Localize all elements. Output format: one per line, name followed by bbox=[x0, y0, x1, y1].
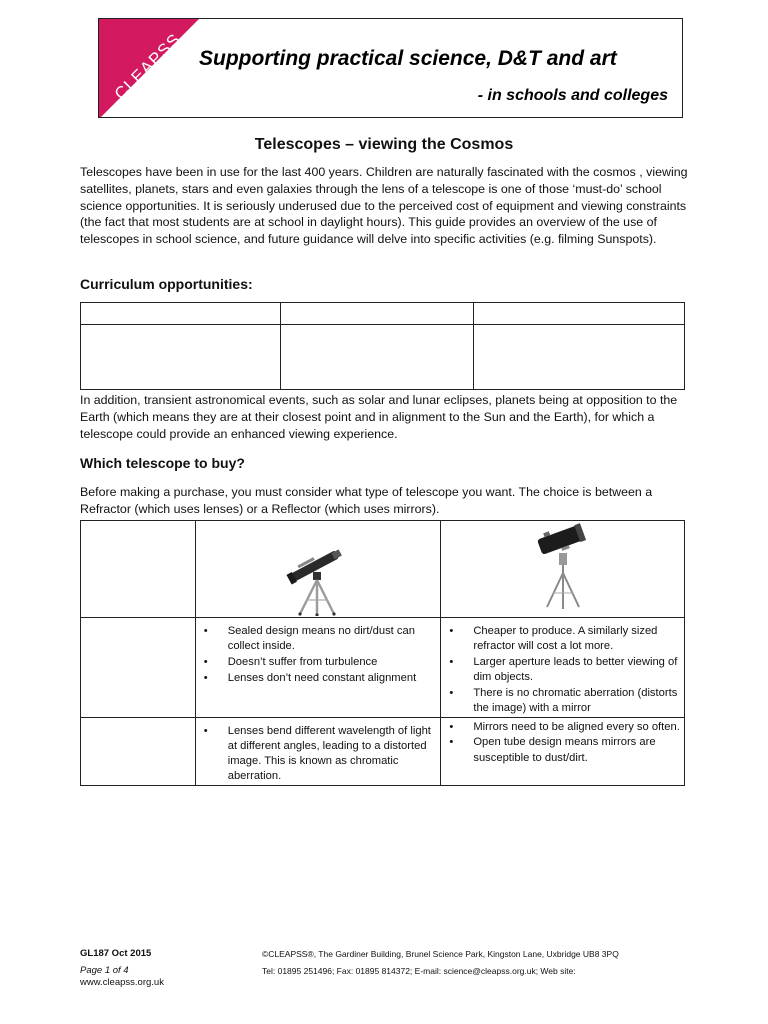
footer-website-link[interactable]: www.cleapss.org.uk bbox=[80, 977, 164, 988]
list-item: • Lenses bend different wavelength of light at different angles, leading to a distorted image. This is known as chromatic aberration. bbox=[204, 724, 437, 785]
intro-paragraph: Telescopes have been in use for the last 400 years. Children are naturally fascinated with the cosmos , viewing satellites, planets, stars and even galaxies through the lens of a telescope is one of those ‘must-do’ school science opportunities. It is seriously underused due to the perceived cost of equipment and viewing constraints (the fact that most students are at school in daylight hours). This guide provides an overview of the use of telescopes in school science, and future guidance will delve into specific activities (e.g. filming Sunspots). bbox=[80, 165, 688, 247]
table-cell bbox=[81, 303, 281, 325]
refractor-disadvantages-cell bbox=[195, 717, 441, 785]
list-item: • Lenses don’t need constant alignment bbox=[204, 671, 437, 686]
table-cell bbox=[280, 325, 474, 390]
list-item: • Sealed design means no dirt/dust can collect inside. bbox=[204, 624, 437, 654]
cleapss-logo-text: CLEAPSS bbox=[110, 29, 185, 104]
transient-events-paragraph: In addition, transient astronomical events, such as solar and lunar eclipses, planets being at opposition to the Earth (which means they are at their closest point and in alignment to the Sun and the Earth), for which a telescope could provide an enhanced viewing experience. bbox=[80, 393, 678, 441]
list-item: • Doesn’t suffer from turbulence bbox=[204, 655, 437, 670]
header-title: Supporting practical science, D&T and art bbox=[199, 47, 617, 70]
telescope-comparison-table bbox=[80, 520, 685, 786]
refractor-telescope-icon bbox=[278, 536, 358, 616]
footer-contact: Tel: 01895 251496; Fax: 01895 814372; E-mail: science@cleapss.org.uk; Web site: bbox=[262, 966, 576, 976]
list-item: • There is no chromatic aberration (distorts the image) with a mirror bbox=[449, 686, 680, 716]
reflector-telescope-icon bbox=[533, 521, 593, 611]
reflector-advantages-cell bbox=[441, 618, 685, 718]
table-cell bbox=[81, 717, 196, 785]
reflector-disadvantages-list bbox=[441, 718, 684, 766]
curriculum-table bbox=[80, 302, 685, 390]
list-item: • Cheaper to produce. A similarly sized refractor will cost a lot more. bbox=[449, 624, 680, 654]
table-cell bbox=[81, 325, 281, 390]
table-cell bbox=[474, 325, 685, 390]
table-cell bbox=[81, 618, 196, 718]
table-cell bbox=[280, 303, 474, 325]
purchase-paragraph: Before making a purchase, you must consider what type of telescope you want. The choice is between a Refractor (which uses lenses) or a Reflector (which uses mirrors). bbox=[80, 485, 653, 516]
footer-doc-ref: GL187 Oct 2015 bbox=[80, 948, 152, 959]
table-cell bbox=[474, 303, 685, 325]
curriculum-heading: Curriculum opportunities: bbox=[80, 276, 253, 292]
footer-address: ©CLEAPSS®, The Gardiner Building, Brunel Science Park, Kingston Lane, Uxbridge UB8 3PQ bbox=[262, 949, 619, 959]
reflector-advantages-list bbox=[441, 618, 684, 716]
footer-page-number: Page 1 of 4 bbox=[80, 965, 129, 976]
header-subtitle: - in schools and colleges bbox=[477, 87, 668, 104]
reflector-disadvantages-cell bbox=[441, 717, 685, 785]
list-item: • Open tube design means mirrors are susceptible to dust/dirt. bbox=[449, 735, 680, 765]
list-item: • Larger aperture leads to better viewing of dim objects. bbox=[449, 655, 680, 685]
header-banner bbox=[98, 18, 683, 118]
reflector-image-cell bbox=[441, 521, 685, 618]
table-cell bbox=[81, 521, 196, 618]
which-telescope-heading: Which telescope to buy? bbox=[80, 455, 245, 471]
list-item: • Mirrors need to be aligned every so often. bbox=[449, 720, 680, 735]
refractor-advantages-list bbox=[196, 618, 441, 686]
refractor-advantages-cell bbox=[195, 618, 441, 718]
refractor-image-cell bbox=[195, 521, 441, 618]
document-title: Telescopes – viewing the Cosmos bbox=[254, 136, 514, 153]
refractor-disadvantages-list bbox=[196, 718, 441, 785]
